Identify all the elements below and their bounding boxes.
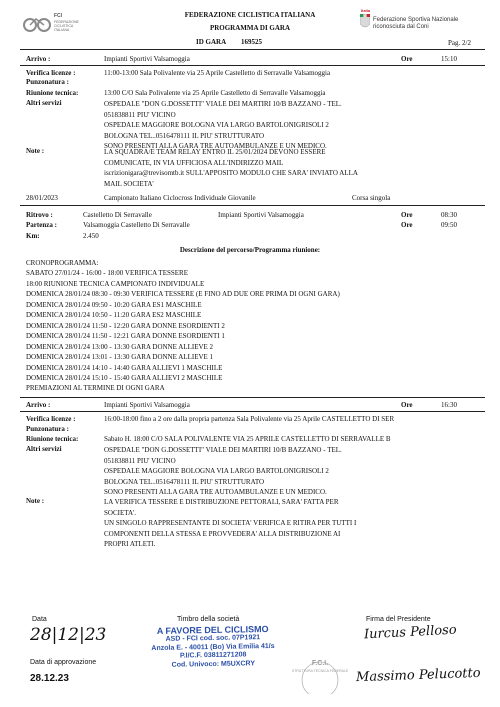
coni-logo [360,8,485,38]
arrivo-ore-label-2: Ore [401,401,413,409]
note-line: MAIL SOCIETA' [104,179,154,188]
president-signature: Iurcus Pelloso [363,622,457,643]
fci-seal-text: F.C.I. [311,660,329,667]
document-subtitle: PROGRAMMA DI GARA [209,24,291,32]
fci-seal [290,654,350,694]
arrivo-value: Impianti Sportivi Valsamoggia [104,55,190,63]
ritrovo-place: Impianti Sportivi Valsamoggia [218,211,304,219]
document-title: FEDERAZIONE CICLISTICA ITALIANA [184,11,316,19]
coni-line2: riconosciuta dal Coni [373,24,429,30]
altri-servizi-line: SONO PRESENTI ALLA GARA TRE AUTOAMBULANZE E UN MEDICO. [104,142,327,150]
ritrovo-label: Ritrovo : [26,211,53,219]
society-stamp [138,624,289,671]
second-signature: Massimo Pelucotto [355,665,481,686]
altri-servizi-line: SONO PRESENTI ALLA GARA TRE AUTOAMBULANZE E UN MEDICO. [104,488,327,496]
data-label: Data [32,616,47,623]
stamp-line: P.I/C.F. 03811271208 [179,651,247,660]
ritrovo-value: Castelletto Di Serravalle [83,211,152,219]
timbro-label: Timbro della società [177,616,240,623]
verifica-label-2: Verifica licenze : [26,415,76,423]
race-type: Corsa singola [352,194,391,202]
ritrovo-ore-value: 08:30 [441,211,457,219]
note-line: UN SINGOLO RAPPRESENTANTE DI SOCIETA' VERIFICA E RITIRA PER TUTTI I [104,519,357,527]
partenza-label: Partenza : [26,221,57,229]
altri-servizi-line: OSPEDALE MAGGIORE BOLOGNA VIA LARGO BARTOLONIGRISOLI 2 [104,467,329,475]
arrivo-ore-value: 15:10 [441,55,457,63]
divider [20,65,485,66]
arrivo-value-2: Impianti Sportivi Valsamoggia [104,401,190,409]
percorso-title: Descrizione del percorso/Programma riunione: [179,246,321,254]
note-line: COMUNICATE, IN VIA UFFICIOSA ALL'INDIRIZZO MAIL [104,158,284,167]
altri-servizi-line: OSPEDALE "DON G.DOSSETTI" VIALE DEI MARTIRI 10/B BAZZANO - TEL. [104,100,342,108]
program-line: DOMENICA 28/01/24 08:30 - 09:30 VERIFICA TESSERE (E FINO AD DUE ORE PRIMA DI OGNI GARA) [26,290,340,299]
firma-label: Firma del Presidente [366,616,431,623]
stamp-line: ASD - FCI cod. soc. 07P1921 [165,634,261,643]
page-number: Pag. 2/2 [448,39,471,47]
id-gara-value: 169525 [241,38,262,46]
partenza-value: Valsamoggia Castelletto Di Serravalle [83,221,190,229]
race-date: 28/01/2023 [26,194,58,202]
program-line: DOMENICA 28/01/24 14:10 - 14:40 GARA ALLIEVI 1 MASCHILE [26,363,223,372]
divider [20,49,485,50]
altri-servizi-line: 051838811 PIU' VICINO [104,110,176,119]
fci-logo-sub: CICLISTICA [54,24,74,28]
altri-servizi-label-2: Altri servizi [26,445,62,453]
riunione-value-2: Sabato H. 18:00 C/O SALA POLIVALENTE VIA 25 APRILE CASTELLETTO DI SERRAVALLE B [104,435,391,443]
fci-logo-sub: ITALIANA [54,28,70,32]
altri-servizi-line: OSPEDALE "DON G.DOSSETTI" VIALE DEI MARTIRI 10/B BAZZANO - TEL. [104,446,342,454]
arrivo-label-2: Arrivo : [26,401,51,409]
race-name: Campionato Italiano Ciclocross Individuale Giovanile [104,194,256,202]
divider [20,411,485,412]
note-label: Note : [26,147,45,155]
id-gara-label: ID GARA [196,38,227,46]
program-line: 18:00 RIUNIONE TECNICA CAMPIONATO INDIVIDUALE [26,279,205,288]
note-line: SOCIETA'. [104,508,137,517]
percorso-program [26,258,340,394]
approval-label: Data di approvazione [30,659,97,666]
partenza-ore-label: Ore [401,221,413,229]
altri-servizi-line: BOLOGNA TEL..0516478111 IL PIU' STRUTTURATO [104,477,265,486]
program-line: DOMENICA 28/01/24 10:50 - 11:20 GARA ES2 MASCHILE [26,311,202,320]
punzonatura-label: Punzonatura : [26,78,69,86]
program-line: DOMENICA 28/01/24 15:10 - 15:40 GARA ALLIEVI 2 MASCHILE [26,373,223,382]
divider [20,205,485,206]
riunione-label: Riunione tecnica: [26,89,79,97]
verifica-label: Verifica licenze : [26,69,76,77]
note-line: COMPONENTI DELLA STESSA E PROVVEDERA' ALLA DISTRIBUZIONE AI [104,529,341,538]
program-line: DOMENICA 28/01/24 09:50 - 10:20 GARA ES1 MASCHILE [26,300,202,309]
fci-logo-sub: FEDERAZIONE [54,20,79,24]
altri-servizi-label: Altri servizi [26,99,62,107]
program-line: DOMENICA 28/01/24 11:50 - 12:20 GARA DONNE ESORDIENTI 2 [26,321,225,330]
data-handwritten: 28|12|23 [30,625,107,645]
altri-servizi-line: OSPEDALE MAGGIORE BOLOGNA VIA LARGO BARTOLONIGRISOLI 2 [104,121,329,129]
verifica-value: 11:00-13:00 Sala Polivalente via 25 Aprile Castelletto di Serravalle Valsamoggia [104,69,331,77]
riunione-value: 13:00 C/O Sala Polivalente via 25 Aprile Castelletto di Serravalle Valsamoggia [104,89,326,97]
arrivo-ore-value-2: 16:30 [441,401,457,409]
coni-top-text: Italia [361,8,371,13]
stamp-line: A FAVORE DEL CICLISMO [156,624,269,636]
altri-servizi-line: 051838811 PIU' VICINO [104,456,176,465]
program-line: DOMENICA 28/01/24 13:00 - 13:30 GARA DONNE ALLIEVE 2 [26,342,214,351]
note-label-2: Note : [26,497,45,505]
arrivo-label: Arrivo : [26,55,51,63]
km-value: 2.450 [83,232,99,240]
stamp-line: Cod. Univoco: M5UXCRY [171,659,256,669]
altri-servizi-text-2 [104,445,342,498]
ritrovo-ore-label: Ore [401,211,413,219]
program-line: PREMIAZIONI AL TERMINE DI OGNI GARA [26,384,165,393]
note-line: LA SQUADRA/E TEAM RELAY ENTRO IL 25/01/2024 DEVONO ESSERE [104,148,326,156]
partenza-ore-value: 09:50 [441,221,457,229]
shield-flag-icon [360,14,370,30]
arrivo-ore-label: Ore [401,55,413,63]
altri-servizi-text [104,99,342,152]
approval-date: 28.12.23 [30,673,69,684]
divider [20,397,485,398]
note-text [104,147,456,189]
program-line: CRONOPROGRAMMA: [26,259,99,267]
note-line: iscrizionigara@trevisomtb.it SULL'APPOSITO MODULO CHE SARA' INVIATO ALLA [104,169,358,177]
punzonatura-label-2: Punzonatura : [26,425,69,433]
stamp-line: Anzola E. - 40011 (Bo) Via Emilia 41/s [151,642,275,652]
program-line: DOMENICA 28/01/24 13:01 - 13:30 GARA DONNE ALLIEVE 1 [26,353,214,362]
coni-line1: Federazione Sportiva Nazionale [373,17,459,23]
program-line: SABATO 27/01/24 - 16:00 - 18:00 VERIFICA TESSERE [26,269,188,278]
fci-seal-sub: STRUTTURA TECNICA FEDERALE [291,669,349,673]
note-line: PROPRI ATLETI. [104,540,156,548]
note-line: LA VERIFICA TESSERE E DISTRIBUZIONE PETTORALI, SARA' FATTA PER [104,498,339,506]
fci-logo-text: FCI [54,13,63,19]
verifica-value-2: 16:00-18:00 fino a 2 ore dalla propria partenza Sala Polivalente via 25 Aprile CASTELLETTO DI SER [104,415,395,423]
program-line: DOMENICA 28/01/24 11:50 - 12:21 GARA DONNE ESORDIENTI 1 [26,332,225,341]
km-label: Km: [26,232,40,240]
note-text-2 [104,497,356,550]
altri-servizi-line: BOLOGNA TEL..0516478111 IL PIU' STRUTTURATO [104,131,265,140]
riunione-label-2: Riunione tecnica: [26,435,79,443]
